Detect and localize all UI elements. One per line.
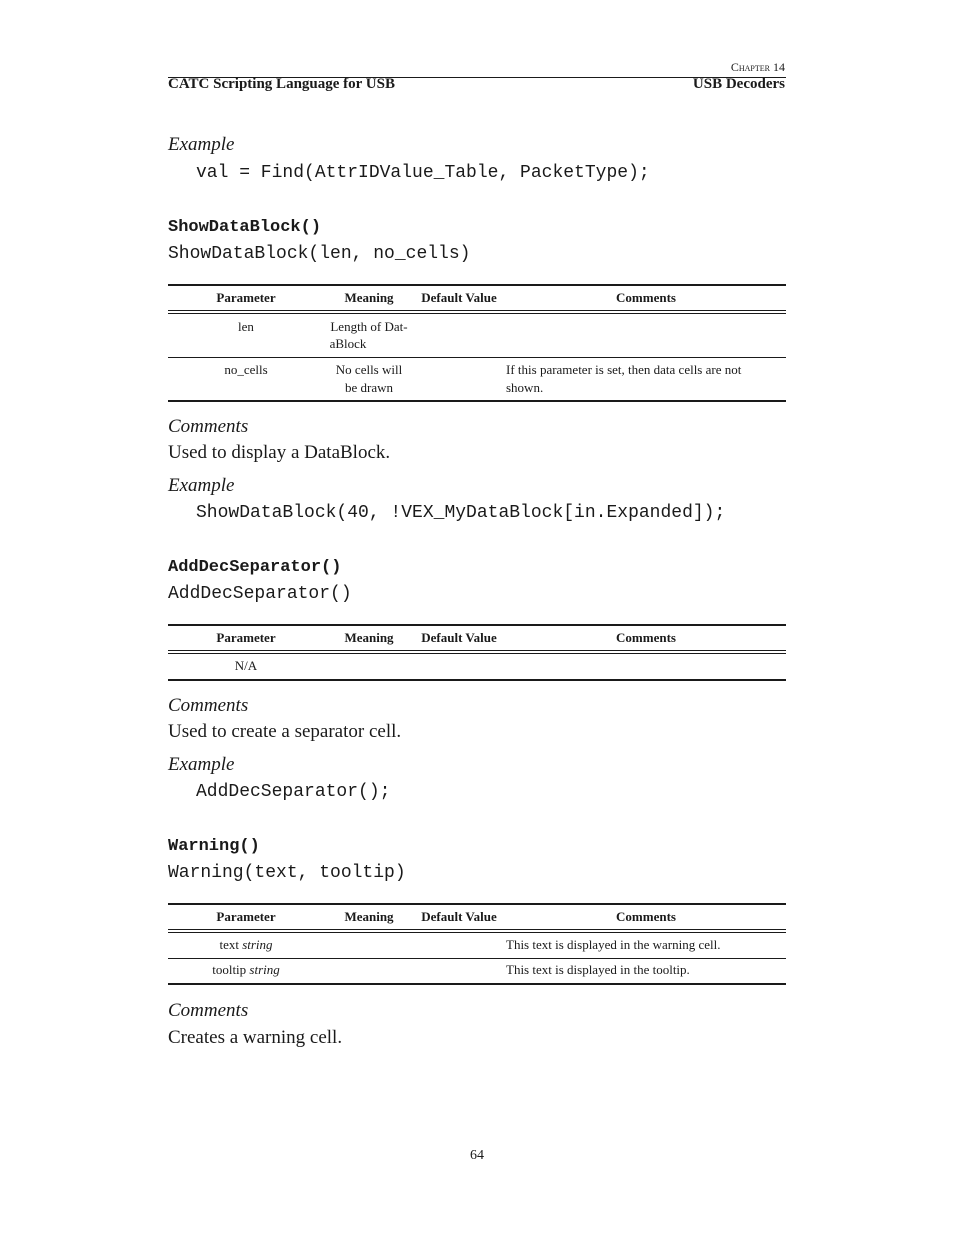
cell-param: len xyxy=(238,319,254,334)
header-comments: Comments xyxy=(616,290,676,305)
parameter-table xyxy=(168,624,786,681)
table-bottom-rule xyxy=(168,400,786,402)
page-number: 64 xyxy=(470,1148,484,1163)
table-row xyxy=(168,358,786,400)
table-row xyxy=(168,314,786,357)
header-meaning: Meaning xyxy=(344,630,394,645)
table-bottom-rule xyxy=(168,983,786,985)
header-parameter: Parameter xyxy=(216,630,276,645)
table-header-row xyxy=(168,286,786,310)
example-label: Example xyxy=(168,475,235,496)
comments-label: Comments xyxy=(168,416,249,437)
header-default-value: Default Value xyxy=(421,630,497,645)
comments-text: Used to display a DataBlock. xyxy=(168,442,391,463)
cell-meaning-cont: aBlock xyxy=(329,336,367,351)
example-code: ShowDataBlock(40, !VEX_MyDataBlock[in.Expanded]); xyxy=(196,503,726,523)
cell-meaning-cont: be drawn xyxy=(344,380,393,395)
parameter-table xyxy=(168,903,786,985)
cell-param xyxy=(168,936,324,953)
comments-label: Comments xyxy=(168,695,249,716)
table-header-row xyxy=(168,626,786,650)
function-signature: ShowDataBlock(len, no_cells) xyxy=(168,244,471,264)
function-signature: Warning(text, tooltip) xyxy=(168,863,406,883)
param-name: tooltip xyxy=(212,962,247,977)
param-type: string xyxy=(242,937,273,952)
param-name: text xyxy=(219,937,239,952)
cell-comment: This text is displayed in the warning cell. xyxy=(506,937,721,952)
example-label: Example xyxy=(168,134,235,155)
header-parameter: Parameter xyxy=(216,909,276,924)
header-meaning: Meaning xyxy=(344,909,394,924)
header-parameter: Parameter xyxy=(216,290,276,305)
header-doc-title: CATC Scripting Language for USB xyxy=(168,76,395,92)
header-default-value: Default Value xyxy=(421,909,497,924)
comments-text: Used to create a separator cell. xyxy=(168,721,402,742)
example-code: val = Find(AttrIDValue_Table, PacketType); xyxy=(196,163,650,183)
cell-comment-cont: shown. xyxy=(506,380,544,395)
function-heading: AddDecSeparator() xyxy=(168,558,342,577)
cell-meaning: No cells will xyxy=(335,362,403,377)
param-type: string xyxy=(249,962,280,977)
function-heading: Warning() xyxy=(168,837,260,856)
cell-param xyxy=(168,961,324,978)
table-row xyxy=(168,654,786,679)
table-row xyxy=(168,959,786,983)
example-code: AddDecSeparator(); xyxy=(196,782,391,802)
cell-meaning: Length of Dat- xyxy=(330,319,408,334)
table-bottom-rule xyxy=(168,679,786,681)
cell-comment: This text is displayed in the tooltip. xyxy=(506,962,690,977)
header-section-title: USB Decoders xyxy=(692,76,785,92)
example-label: Example xyxy=(168,754,235,775)
cell-comment: If this parameter is set, then data cells are not xyxy=(506,362,742,377)
cell-param: N/A xyxy=(234,658,258,673)
header-comments: Comments xyxy=(616,909,676,924)
table-row xyxy=(168,933,786,958)
chapter-label: Chapter 14 xyxy=(730,60,785,74)
header-meaning: Meaning xyxy=(344,290,394,305)
function-heading: ShowDataBlock() xyxy=(168,218,322,237)
cell-param: no_cells xyxy=(224,362,268,377)
comments-label: Comments xyxy=(168,1000,249,1021)
table-header-row xyxy=(168,905,786,929)
parameter-table xyxy=(168,284,786,402)
header-comments: Comments xyxy=(616,630,676,645)
function-signature: AddDecSeparator() xyxy=(168,584,352,604)
comments-text: Creates a warning cell. xyxy=(168,1027,343,1048)
header-default-value: Default Value xyxy=(421,290,497,305)
